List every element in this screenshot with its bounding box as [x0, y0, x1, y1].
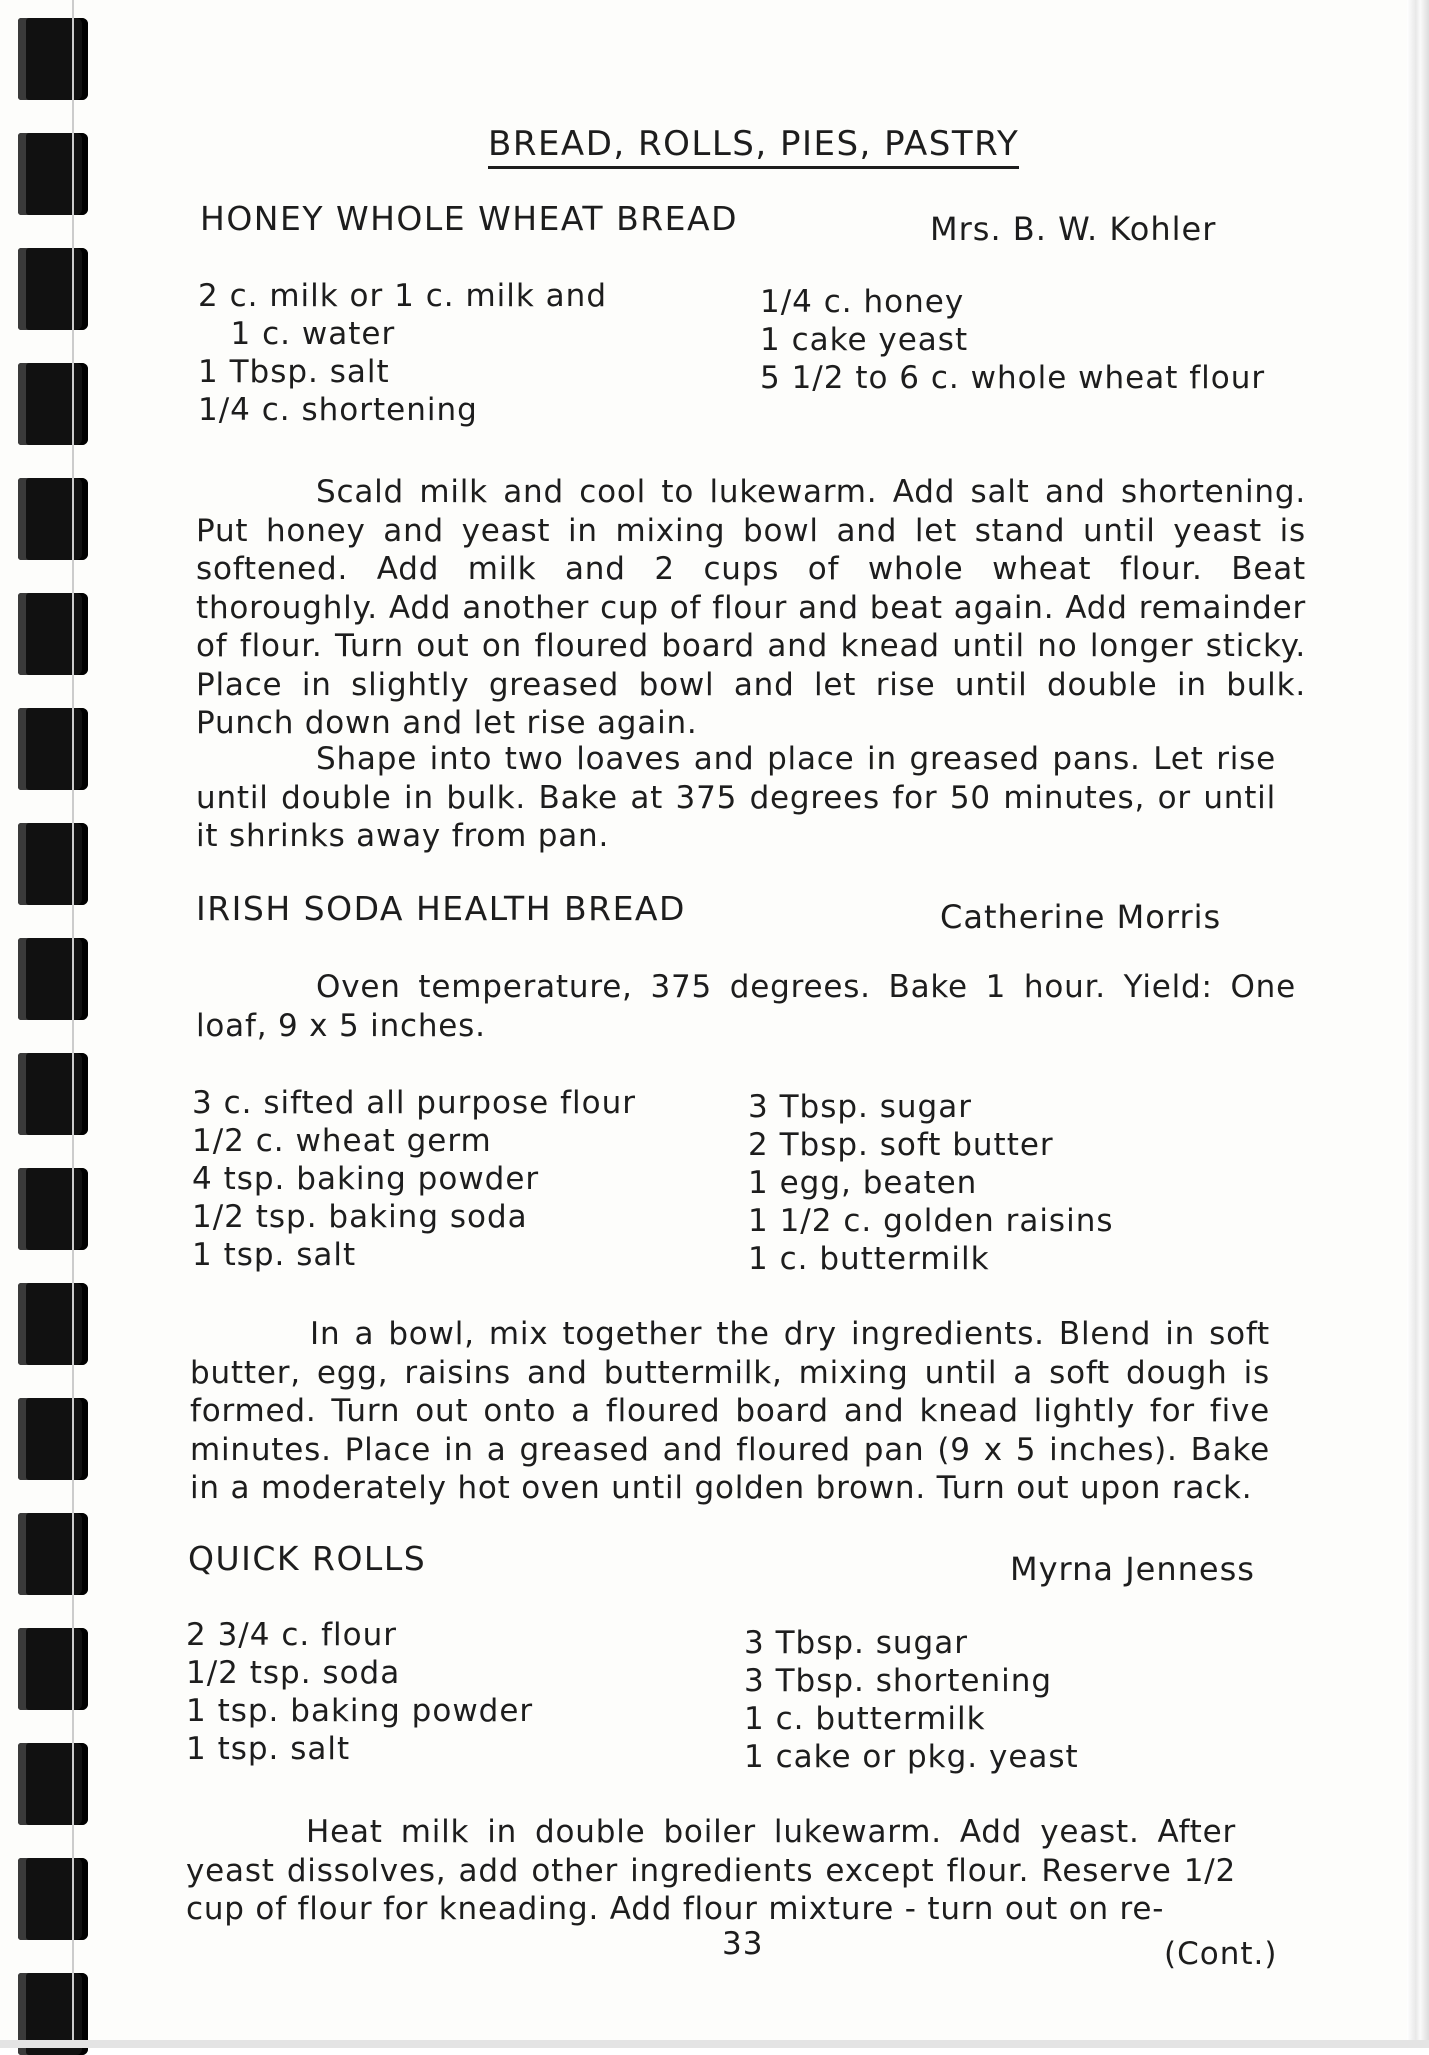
recipe-title: HONEY WHOLE WHEAT BREAD — [200, 199, 738, 238]
instructions-paragraph — [196, 740, 1276, 856]
ingredient: 1 cake or pkg. yeast — [744, 1739, 1079, 1775]
ingredient: 1 1/2 c. golden raisins — [748, 1203, 1114, 1239]
recipe-intro — [196, 968, 1296, 1045]
ingredient: 1/4 c. honey — [760, 284, 965, 320]
paragraph-text: In a bowl, mix together the dry ingredients. Blend in soft butter, egg, raisins and buttermilk, mixing until a soft dough is formed. Turn out onto a floured board and knead lightly for five minutes. Place in a greased and floured pan (9 x 5 inches). Bake in a moderately hot oven until golden brown. Turn out upon rack. — [190, 1316, 1270, 1506]
paragraph-text: Scald milk and cool to lukewarm. Add salt and shortening. Put honey and yeast in mixing bowl and let stand until yeast is softened. Add milk and 2 cups of whole wheat flour. Beat thoroughly. Add another cup of flour and beat again. Add remainder of flour. Turn out on floured board and knead until no longer sticky. Place in slightly greased bowl and let rise until double in bulk. Punch down and let rise again. — [196, 474, 1306, 741]
ingredient: 3 Tbsp. sugar — [744, 1625, 968, 1661]
section-heading: BREAD, ROLLS, PIES, PASTRY — [488, 124, 1019, 169]
ingredient: 1/2 tsp. soda — [186, 1655, 401, 1691]
ingredient: 4 tsp. baking powder — [192, 1161, 540, 1197]
recipe-author: Myrna Jenness — [1010, 1550, 1255, 1588]
ingredients-left — [198, 277, 607, 429]
ingredient: 2 c. milk or 1 c. milk and — [198, 278, 608, 314]
paragraph-text: Heat milk in double boiler lukewarm. Add yeast. After yeast dissolves, add other ingredients except flour. Reserve 1/2 cup of flour for kneading. Add flour mixture - turn out on re- — [186, 1814, 1236, 1927]
ingredient: 3 Tbsp. sugar — [748, 1089, 972, 1125]
ingredient: 1 c. buttermilk — [744, 1701, 986, 1737]
page-number: 33 — [722, 1926, 764, 1962]
ingredient: 1 tsp. baking powder — [186, 1693, 534, 1729]
ingredient: 1 tsp. salt — [192, 1237, 357, 1273]
ingredient: 1 egg, beaten — [748, 1165, 978, 1201]
ingredient: 1 tsp. salt — [186, 1731, 351, 1767]
ingredient: 1/2 tsp. baking soda — [192, 1199, 528, 1235]
ingredient: 3 Tbsp. shortening — [744, 1663, 1053, 1699]
ingredients-right — [744, 1624, 1079, 1776]
recipe-author: Mrs. B. W. Kohler — [930, 210, 1217, 248]
intro-text: Oven temperature, 375 degrees. Bake 1 hour. Yield: One loaf, 9 x 5 inches. — [196, 969, 1296, 1044]
instructions-paragraph — [196, 473, 1306, 743]
ingredient: 2 3/4 c. flour — [186, 1617, 397, 1653]
ingredients-right — [760, 283, 1265, 397]
ingredient: 1 Tbsp. salt — [198, 354, 390, 390]
instructions-paragraph — [186, 1813, 1236, 1929]
ingredient: 1 c. buttermilk — [748, 1241, 990, 1277]
ingredient: 1/2 c. wheat germ — [192, 1123, 492, 1159]
ingredient: 2 Tbsp. soft butter — [748, 1127, 1054, 1163]
ingredient: 1 cake yeast — [760, 322, 969, 358]
continued-note: (Cont.) — [1164, 1936, 1278, 1972]
recipe-title: IRISH SODA HEALTH BREAD — [196, 889, 686, 928]
ingredients-left — [192, 1084, 636, 1274]
recipe-title: QUICK ROLLS — [188, 1539, 427, 1578]
paragraph-text: Shape into two loaves and place in greased pans. Let rise until double in bulk. Bake at 375 degrees for 50 minutes, or until it shrinks away from pan. — [196, 741, 1276, 854]
instructions-paragraph — [190, 1315, 1270, 1508]
ingredients-right — [748, 1088, 1114, 1278]
ingredient: 3 c. sifted all purpose flour — [192, 1085, 636, 1121]
recipe-author: Catherine Morris — [940, 898, 1222, 936]
ingredient: 1/4 c. shortening — [198, 392, 478, 428]
ingredient: 1 c. water — [198, 316, 396, 352]
ingredient: 5 1/2 to 6 c. whole wheat flour — [760, 360, 1266, 396]
ingredients-left — [186, 1616, 533, 1768]
